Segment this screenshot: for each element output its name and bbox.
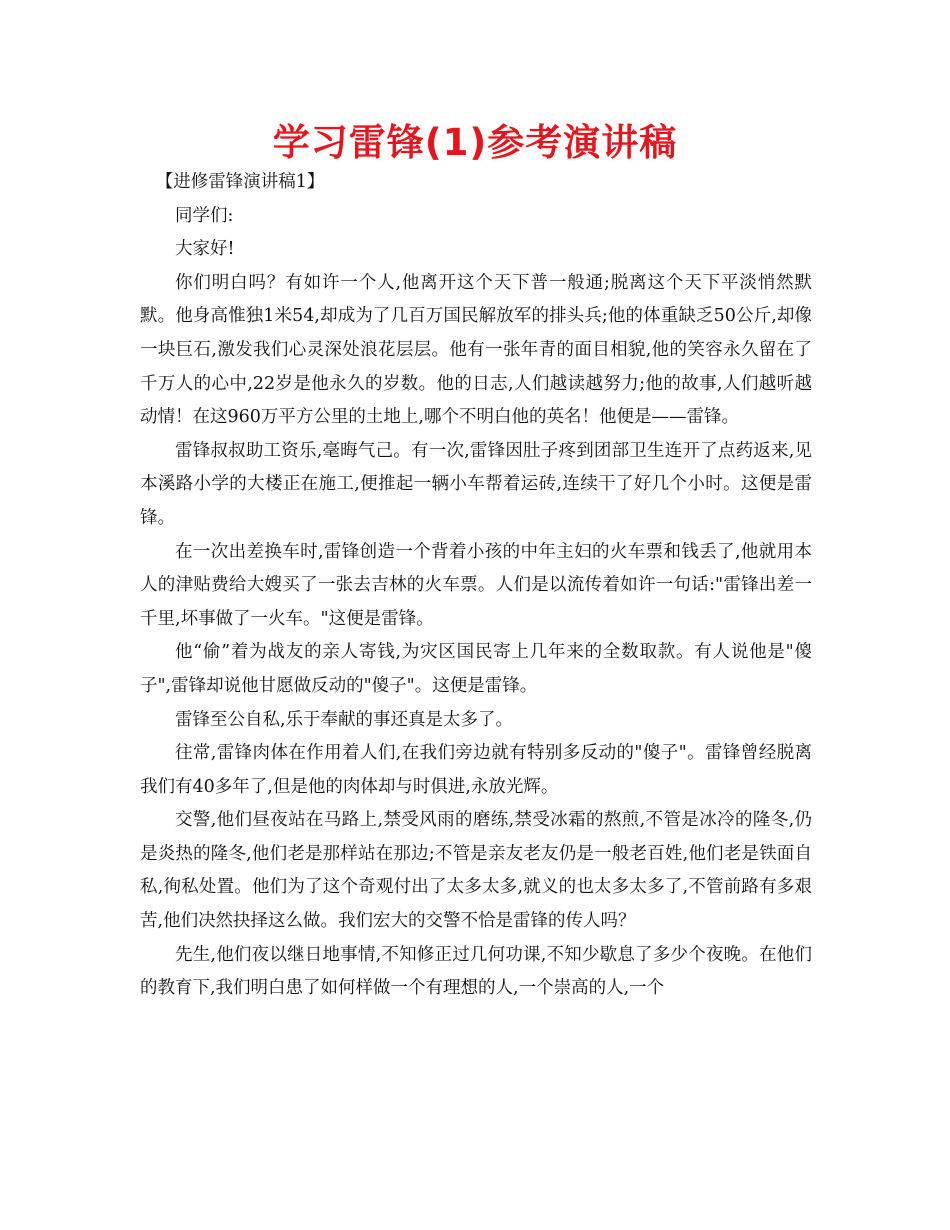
paragraph: 你们明白吗？有如许一个人,他离开这个天下普一般通;脱离这个天下平淡悄然默默。他身高惟独1米54,却成为了几百万国民解放军的排头兵;他的体重缺乏50公斤,却像一块巨石,激发我们心灵深处浪花层层。他有一张年青的面目相貌,他的笑容永久留在了千万人的心中,22岁是他永久的岁数。他的日志,人们越读越努力;他的故事,人们越听越动情！在这960万平方公里的土地上,哪个不明白他的英名！他便是——雷锋。: [140, 272, 812, 428]
section-heading: 【进修雷锋演讲稿1】: [155, 172, 325, 192]
paragraph: 在一次出差换车时,雷锋创造一个背着小孩的中年主妇的火车票和钱丢了,他就用本人的津贴费给大嫂买了一张去吉林的火车票。人们是以流传着如许一句话:"雷锋出差一千里,坏事做了一火车。"这便是雷锋。: [140, 541, 812, 629]
paragraph: 交警,他们昼夜站在马路上,禁受风雨的磨练,禁受冰霜的熬煎,不管是冰冷的隆冬,仍是炎热的隆冬,他们老是那样站在那边;不管是亲友老友仍是一般老百姓,他们老是铁面自私,徇私处置。他们为了这个奇观付出了太多太多,就义的也太多太多了,不管前路有多艰苦,他们决然抉择这么做。我们宏大的交警不恰是雷锋的传人吗？: [140, 810, 812, 932]
paragraph: 往常,雷锋肉体在作用着人们,在我们旁边就有特别多反动的"傻子"。雷锋曾经脱离我们有40多年了,但是他的肉体却与时俱进,永放光辉。: [140, 743, 812, 797]
paragraph: 雷锋叔叔助工资乐,毫晦气己。有一次,雷锋因肚子疼到团部卫生连开了点药返来,见本溪路小学的大楼正在施工,便推起一辆小车帮着运砖,连续干了好几个小时。这便是雷锋。: [140, 440, 812, 528]
paragraph: 他“偷”着为战友的亲人寄钱,为灾区国民寄上几年来的全数取款。有人说他是"傻子",雷锋却说他甘愿做反动的"傻子"。这便是雷锋。: [140, 642, 812, 696]
document-title: 学习雷锋(1)参考演讲稿: [272, 121, 678, 164]
document-body: [140, 166, 812, 1006]
paragraph: 大家好!: [175, 239, 235, 260]
paragraph: 同学们:: [175, 205, 234, 226]
paragraph: 先生,他们夜以继日地事情,不知修正过几何功课,不知少歇息了多少个夜晚。在他们的教育下,我们明白患了如何样做一个有理想的人,一个崇高的人,一个: [140, 944, 812, 999]
paragraph: 雷锋至公自私,乐于奉献的事还真是太多了。: [175, 709, 514, 730]
